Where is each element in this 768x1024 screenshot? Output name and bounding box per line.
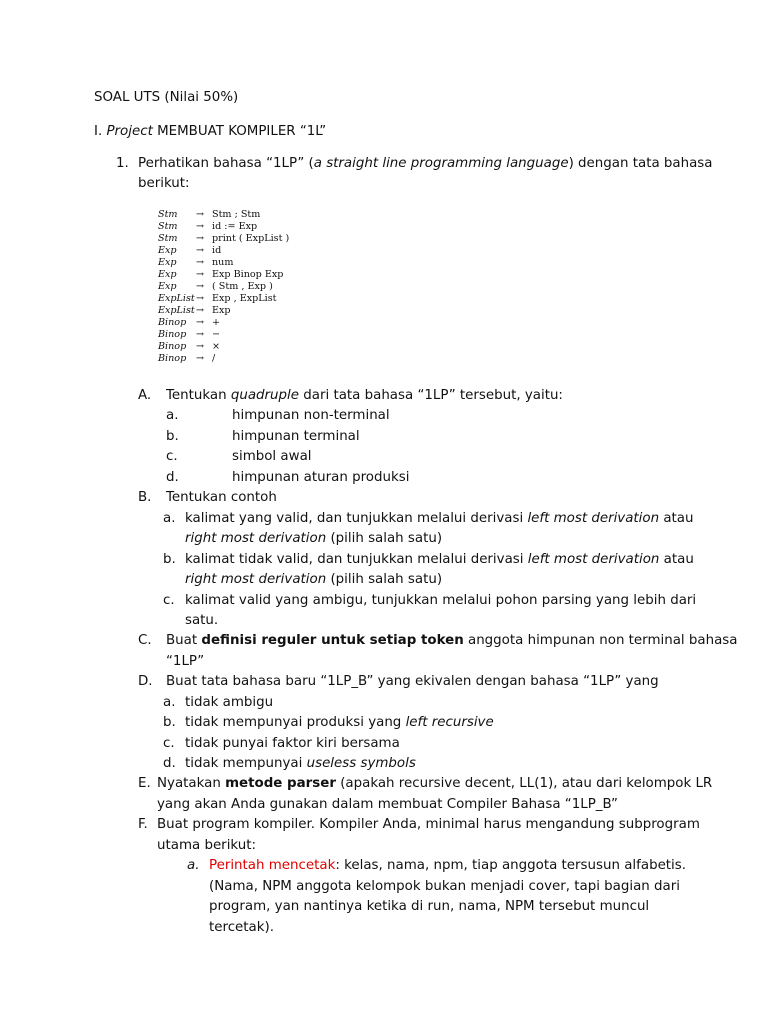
grammar-lhs: Exp [158,245,177,256]
arrow-icon: → [196,317,205,328]
grammar-rhs: + [212,317,221,328]
grammar-lhs: Binop [158,341,187,352]
grammar-lhs: Stm [158,209,178,220]
item-A-text-start: Tentukan [166,388,231,403]
arrow-icon: → [196,353,205,364]
item-B-letter: B. [138,490,152,505]
item-E-line-2: yang akan Anda gunakan dalam membuat Compiler Bahasa “1LP_B” [157,797,618,812]
grammar-rule [158,305,358,317]
grammar-rhs: Stm ; Stm [212,209,261,220]
item-B-b-line-1 [185,550,694,570]
item-F-a-line-1 [209,856,686,876]
q1-line-1 [138,154,712,174]
item-A-text-end: dari tata bahasa “1LP” tersebut, yaitu: [299,388,563,403]
item-A-b-letter: b. [166,429,179,444]
item-A-d-letter: d. [166,470,179,485]
item-C-line-2: “1LP” [166,654,205,669]
grammar-rule [158,293,358,305]
item-D-title: Buat tata bahasa baru “1LP_B” yang ekivalen dengan bahasa “1LP” yang [166,674,659,689]
item-D-letter: D. [138,674,153,689]
item-C-text: Buat [166,633,202,648]
item-B-a-text-2: (pilih salah satu) [326,531,443,546]
grammar-rule [158,269,358,281]
doc-header: SOAL UTS (Nilai 50%) [94,90,239,105]
item-B-c-line-2: satu. [185,613,219,628]
item-B-b-text: kalimat tidak valid, dan tunjukkan melalui derivasi [185,552,528,567]
grammar-rule [158,281,358,293]
item-F-a-red-label: Perintah mencetak [209,858,336,873]
item-E-bold: metode parser [225,776,336,791]
item-A-d-text: himpunan aturan produksi [232,470,410,485]
section-prefix: I. [94,124,107,139]
grammar-rule [158,317,358,329]
grammar-lhs: Exp [158,257,177,268]
grammar-rule [158,353,358,365]
arrow-icon: → [196,245,205,256]
grammar-rule [158,257,358,269]
item-F-a-letter: a. [187,858,200,873]
arrow-icon: → [196,269,205,280]
grammar-rhs: id := Exp [212,221,258,232]
item-B-title: Tentukan contoh [166,490,277,505]
grammar-rhs: / [212,353,216,364]
grammar-rhs: − [212,329,221,340]
grammar-rule [158,245,358,257]
grammar-rule [158,209,358,221]
item-B-b-italic-2: right most derivation [185,572,327,587]
item-D-b-text [185,713,494,733]
grammar-rule [158,329,358,341]
item-A-italic: quadruple [230,388,299,403]
item-B-c-letter: c. [163,593,175,608]
item-E-text-end: (apakah recursive decent, LL(1), atau dari kelompok LR [335,776,713,791]
grammar-rhs: Exp Binop Exp [212,269,284,280]
item-D-a-text: tidak ambigu [185,695,274,710]
q1-number: 1. [116,156,129,171]
grammar-rhs: ( Stm , Exp ) [212,281,273,292]
q1-line-2: berikut: [138,176,190,191]
grammar-rules [158,209,358,365]
item-A-text [166,386,563,406]
arrow-icon: → [196,329,205,340]
item-A-a-text: himpunan non-terminal [232,408,390,423]
arrow-icon: → [196,305,205,316]
item-B-c-line-1: kalimat valid yang ambigu, tunjukkan melalui pohon parsing yang lebih dari [185,593,697,608]
item-B-b-line-2 [185,570,442,590]
item-A-c-text: simbol awal [232,449,312,464]
arrow-icon: → [196,221,205,232]
arrow-icon: → [196,257,205,268]
section-rest: MEMBUAT KOMPILER “1L” [152,124,327,139]
item-B-b-text-2: (pilih salah satu) [326,572,443,587]
item-C-letter: C. [138,633,152,648]
section-project-word: Project [106,124,153,139]
item-B-a-letter: a. [163,511,176,526]
item-D-b-plain: tidak mempunyai produksi yang [185,715,406,730]
item-A-letter: A. [138,388,152,403]
item-D-c-letter: c. [163,736,175,751]
item-D-d-plain: tidak mempunyai [185,756,307,771]
item-D-b-italic: left recursive [405,715,494,730]
grammar-lhs: Exp [158,281,177,292]
item-C-text-end: anggota himpunan non terminal bahasa [463,633,738,648]
arrow-icon: → [196,293,205,304]
grammar-rhs: id [212,245,222,256]
item-F-line-1: Buat program kompiler. Kompiler Anda, minimal harus mengandung subprogram [157,817,700,832]
arrow-icon: → [196,341,205,352]
item-B-b-letter: b. [163,552,176,567]
q1-text-end: ) dengan tata bahasa [568,156,713,171]
item-C-bold: definisi reguler untuk setiap token [201,633,464,648]
section-title [94,122,326,142]
grammar-lhs: Exp [158,269,177,280]
item-E-line-1 [157,774,712,794]
item-A-c-letter: c. [166,449,178,464]
grammar-rhs: × [212,341,221,352]
item-B-a-italic-2: right most derivation [185,531,327,546]
grammar-rule [158,341,358,353]
grammar-lhs: ExpList [158,305,195,316]
grammar-lhs: Stm [158,221,178,232]
grammar-rhs: num [212,257,234,268]
item-D-d-text [185,754,416,774]
arrow-icon: → [196,281,205,292]
grammar-lhs: Binop [158,329,187,340]
q1-italic: a straight line programming language [313,156,569,171]
item-B-a-text-end: atau [659,511,694,526]
item-B-a-line-2 [185,529,442,549]
item-D-b-letter: b. [163,715,176,730]
item-B-b-italic: left most derivation [527,552,660,567]
grammar-rhs: print ( ExpList ) [212,233,290,244]
item-F-a-text: : kelas, nama, npm, tiap anggota tersusun alfabetis. [335,858,687,873]
grammar-rhs: Exp , ExpList [212,293,277,304]
grammar-lhs: Binop [158,353,187,364]
item-B-a-italic: left most derivation [527,511,660,526]
grammar-rule [158,233,358,245]
item-D-a-letter: a. [163,695,176,710]
item-E-text: Nyatakan [157,776,226,791]
grammar-lhs: Binop [158,317,187,328]
item-B-a-line-1 [185,509,694,529]
q1-text: Perhatikan bahasa “1LP” ( [138,156,314,171]
item-B-a-text: kalimat yang valid, dan tunjukkan melalui derivasi [185,511,528,526]
item-C-line-1 [166,631,737,651]
grammar-lhs: Stm [158,233,178,244]
grammar-lhs: ExpList [158,293,195,304]
item-F-line-2: utama berikut: [157,838,257,853]
item-F-a-line-4: tercetak). [209,920,274,935]
item-F-a-line-2: (Nama, NPM anggota kelompok bukan menjadi cover, tapi bagian dari [209,879,680,894]
item-F-a-line-3: program, yan nantinya ketika di run, nama, NPM tersebut muncul [209,899,650,914]
item-D-c-text: tidak punyai faktor kiri bersama [185,736,400,751]
item-E-letter: E. [138,776,151,791]
item-A-a-letter: a. [166,408,179,423]
item-D-d-letter: d. [163,756,176,771]
item-F-letter: F. [138,817,148,832]
grammar-rhs: Exp [212,305,231,316]
grammar-rule [158,221,358,233]
item-B-b-text-end: atau [659,552,694,567]
item-D-d-italic: useless symbols [306,756,416,771]
arrow-icon: → [196,233,205,244]
arrow-icon: → [196,209,205,220]
item-A-b-text: himpunan terminal [232,429,360,444]
